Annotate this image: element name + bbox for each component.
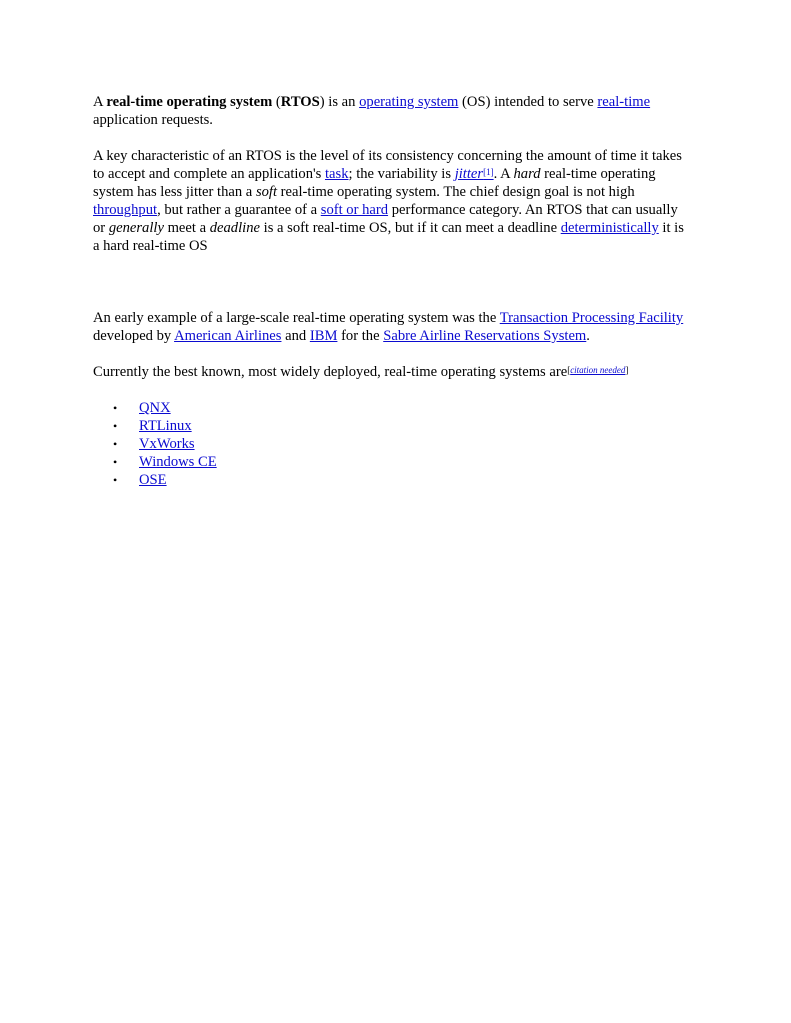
link-windows-ce[interactable]: Windows CE	[139, 454, 217, 470]
citation-needed-italic: citation needed	[570, 365, 626, 375]
characteristic-text: A key characteristic of an RTOS is the level of its consistency concerning the amount of time it takes to accept and complete an application's	[93, 148, 682, 182]
cite-bracket-open: [	[567, 365, 571, 375]
link-citation-needed[interactable]	[570, 365, 625, 375]
bullet-icon: •	[113, 419, 118, 433]
characteristic-text: ; the variability is	[348, 166, 455, 182]
link-rtlinux[interactable]: RTLinux	[139, 418, 192, 434]
early-example-paragraph	[93, 309, 693, 345]
list-item	[93, 435, 693, 453]
current-text: Currently the best known, most widely deployed, real-time operating systems are	[93, 364, 568, 380]
intro-paragraph	[93, 93, 693, 129]
link-real-time[interactable]: real-time	[597, 94, 651, 110]
link-soft-or-hard[interactable]: soft or hard	[320, 202, 389, 218]
citation-needed	[567, 365, 628, 375]
intro-text: ) is an	[319, 94, 360, 110]
list-item	[93, 417, 693, 435]
intro-text: (OS) intended to serve	[458, 94, 598, 110]
early-text: An early example of a large-scale real-time operating system was the	[93, 310, 500, 326]
early-text: and	[281, 328, 310, 344]
early-text: developed by	[93, 328, 175, 344]
bullet-icon: •	[113, 455, 118, 469]
hard-italic: hard	[513, 166, 541, 182]
characteristic-text: meet a	[163, 220, 210, 236]
reference-1[interactable]: [1]	[483, 167, 494, 177]
bullet-icon: •	[113, 401, 118, 415]
characteristic-text: performance category. An RTOS that can usually or	[93, 202, 678, 236]
link-american-airlines[interactable]: American Airlines	[174, 328, 282, 344]
intro-text: (	[272, 94, 281, 110]
link-ibm[interactable]: IBM	[309, 328, 338, 344]
characteristic-text: , but rather a guarantee of a	[157, 202, 321, 218]
characteristic-text: it is a hard real-time OS	[93, 220, 684, 254]
link-jitter[interactable]	[455, 166, 494, 182]
cite-bracket-close: ]	[625, 365, 629, 375]
document-body	[93, 93, 693, 489]
bullet-icon: •	[113, 437, 118, 451]
link-deterministically[interactable]: deterministically	[560, 220, 659, 236]
jitter-italic: jitter	[454, 166, 484, 182]
bullet-icon: •	[113, 473, 118, 487]
rtos-list	[93, 399, 693, 489]
characteristic-text: is a soft real-time OS, but if it can meet a deadline	[260, 220, 561, 236]
list-item	[93, 453, 693, 471]
characteristic-text: real-time operating system has less jitter than a	[93, 166, 656, 200]
link-task[interactable]: task	[324, 166, 349, 182]
soft-italic: soft	[255, 184, 278, 200]
list-item	[93, 399, 693, 417]
link-vxworks[interactable]: VxWorks	[139, 436, 195, 452]
term-rtos-bold: real-time operating system	[106, 94, 273, 110]
link-qnx[interactable]: QNX	[139, 400, 171, 416]
intro-text: application requests.	[93, 112, 213, 128]
link-ose[interactable]: OSE	[139, 472, 167, 488]
link-sabre[interactable]: Sabre Airline Reservations System	[383, 328, 587, 344]
current-paragraph	[93, 363, 693, 381]
characteristic-text: real-time operating system. The chief design goal is not high	[277, 184, 635, 200]
link-transaction-processing-facility[interactable]: Transaction Processing Facility	[499, 310, 684, 326]
deadline-italic: deadline	[209, 220, 260, 236]
list-item	[93, 471, 693, 489]
characteristic-paragraph	[93, 147, 693, 255]
intro-text: A	[93, 94, 107, 110]
link-operating-system[interactable]: operating system	[359, 94, 459, 110]
abbr-rtos-bold: RTOS	[280, 94, 320, 110]
characteristic-text: . A	[493, 166, 514, 182]
early-text: .	[586, 328, 590, 344]
early-text: for the	[337, 328, 384, 344]
generally-italic: generally	[108, 220, 164, 236]
link-throughput[interactable]: throughput	[93, 202, 158, 218]
